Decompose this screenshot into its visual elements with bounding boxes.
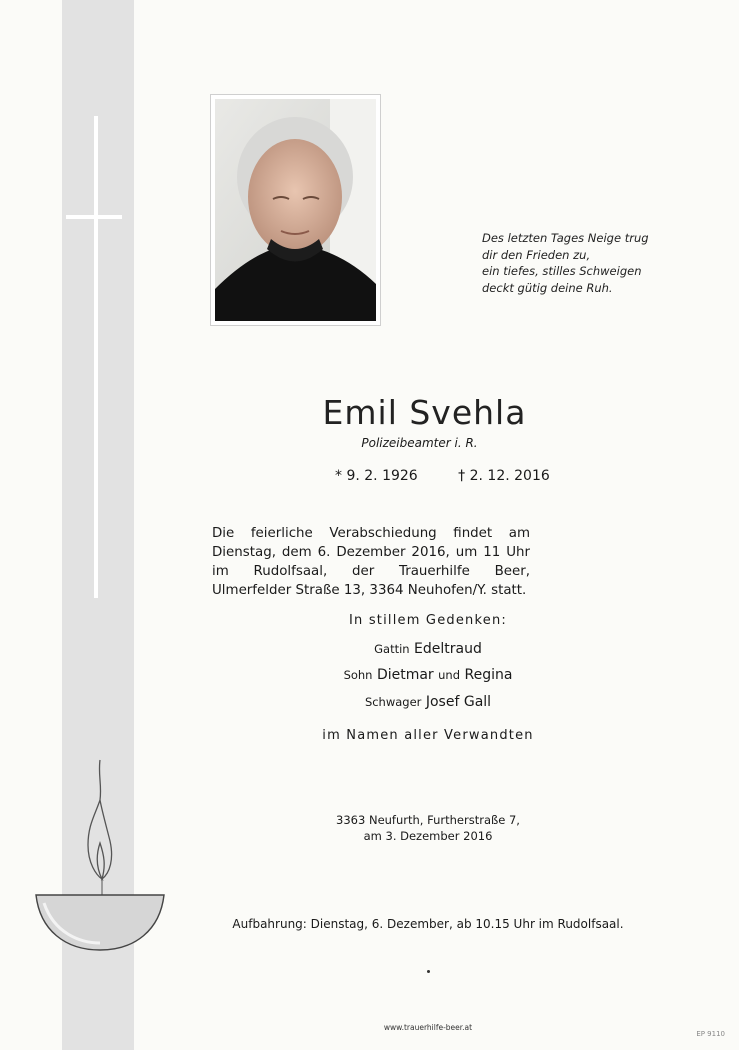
mourner-and: und [438,668,461,682]
mourner-inlaw [0,694,739,710]
candle-bowl-icon [30,755,170,965]
mourner-son [0,667,739,683]
mourner-role: Sohn [343,668,373,682]
mourner-wife [0,641,739,657]
portrait-photo-frame [210,94,381,326]
deceased-name: Emil Svehla [322,393,527,432]
cross-icon-vertical [94,116,98,598]
date-line: am 3. Dezember 2016 [363,829,493,843]
mourner-role: Schwager [364,695,422,709]
mourner-name: Dietmar [376,667,434,683]
mourner-name: Regina [464,667,513,683]
mourner-role: Gattin [374,642,410,656]
life-dates [335,468,550,484]
mourner-name: Edeltraud [414,641,482,657]
portrait-photo [215,99,376,321]
place-line: 3363 Neufurth, Furtherstraße 7, [336,813,520,827]
poem-line: Des letzten Tages Neige trug [482,231,649,245]
mourners-closing: im Namen aller Verwandten [322,728,534,743]
birth-date: * 9. 2. 1926 [335,468,418,484]
mourners-heading: In stillem Gedenken: [349,613,507,628]
viewing-info: Aufbahrung: Dienstag, 6. Dezember, ab 10.15 Uhr im Rudolfsaal. [232,917,624,931]
ceremony-text: Die feierliche Verabschiedung findet am Dienstag, dem 6. Dezember 2016, um 11 Uhr im Rudolfsaal, der Trauerhilfe Beer, Ulmerfelder Straße 13, 3364 Neuhofen/Y. statt. [212,526,530,598]
poem-line: deckt gütig deine Ruh. [482,280,613,295]
deceased-title: Polizeibeamter i. R. [361,436,478,450]
document-code: EP 9110 [696,1030,725,1038]
website-link[interactable]: www.trauerhilfe-beer.at [383,1023,473,1032]
mourner-name: Josef Gall [425,694,492,710]
death-date: † 2. 12. 2016 [458,468,550,484]
poem-line: ein tiefes, stilles Schweigen [482,264,642,278]
poem [482,230,682,296]
decorative-dot [427,970,430,973]
cross-icon-horizontal [66,215,122,219]
poem-line: dir den Frieden zu, [482,247,591,262]
